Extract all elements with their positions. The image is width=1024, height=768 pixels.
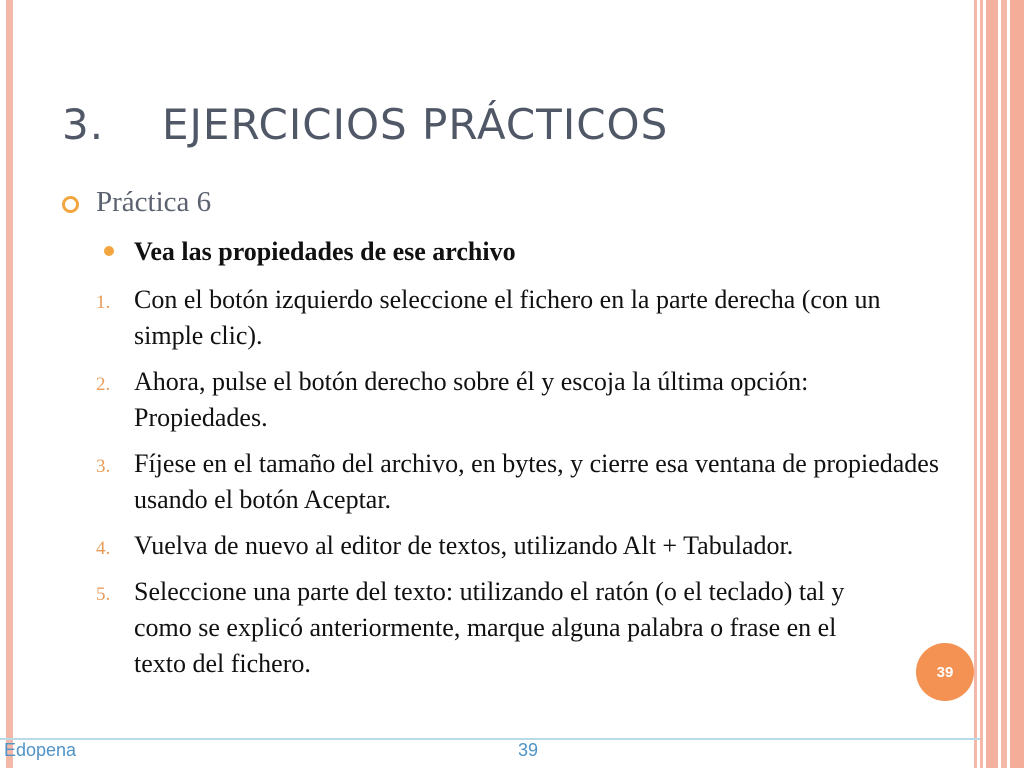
slide-title-number: 3. [62, 100, 105, 149]
right-stripe [980, 0, 983, 768]
right-stripe [986, 0, 998, 768]
footer-divider [0, 738, 980, 740]
list-item [96, 282, 946, 354]
step-number: 3. [96, 456, 111, 477]
list-item [96, 364, 946, 436]
sub-bullet-text: Vea las propiedades de ese archivo [134, 237, 516, 266]
list-item [96, 528, 946, 564]
step-text: Vuelva de nuevo al editor de textos, utilizando Alt + Tabulador. [134, 531, 794, 560]
circle-bullet-icon [62, 196, 79, 213]
right-stripe [974, 0, 977, 768]
right-stripe [1001, 0, 1007, 768]
list-item [96, 446, 946, 518]
step-number: 4. [96, 538, 111, 559]
footer-author: Edopena [4, 740, 77, 760]
right-stripe [1010, 0, 1024, 768]
page-number-badge: 39 [916, 643, 974, 701]
step-text: Ahora, pulse el botón derecho sobre él y escoja la última opción: Propiedades. [134, 367, 809, 432]
section-heading: Práctica 6 [96, 186, 212, 218]
steps-list [96, 282, 946, 692]
slide-title [62, 100, 668, 149]
step-text: Seleccione una parte del texto: utilizando el ratón (o el teclado) tal y como se explicó anteriormente, marque alguna palabra o frase en el texto del fichero. [134, 577, 845, 678]
step-number: 5. [96, 584, 111, 605]
left-decorative-stripe [6, 0, 13, 768]
step-text: Con el botón izquierdo seleccione el fichero en la parte derecha (con un simple clic). [134, 285, 881, 350]
list-item [96, 574, 946, 682]
step-number: 2. [96, 374, 111, 395]
footer-page-number: 39 [518, 740, 539, 760]
dot-bullet-icon [104, 246, 114, 256]
slide-title-text: EJERCICIOS PRÁCTICOS [162, 100, 669, 149]
step-number: 1. [96, 292, 111, 313]
right-decorative-stripes [974, 0, 1024, 768]
step-text: Fíjese en el tamaño del archivo, en bytes, y cierre esa ventana de propiedades usando el botón Aceptar. [134, 449, 939, 514]
